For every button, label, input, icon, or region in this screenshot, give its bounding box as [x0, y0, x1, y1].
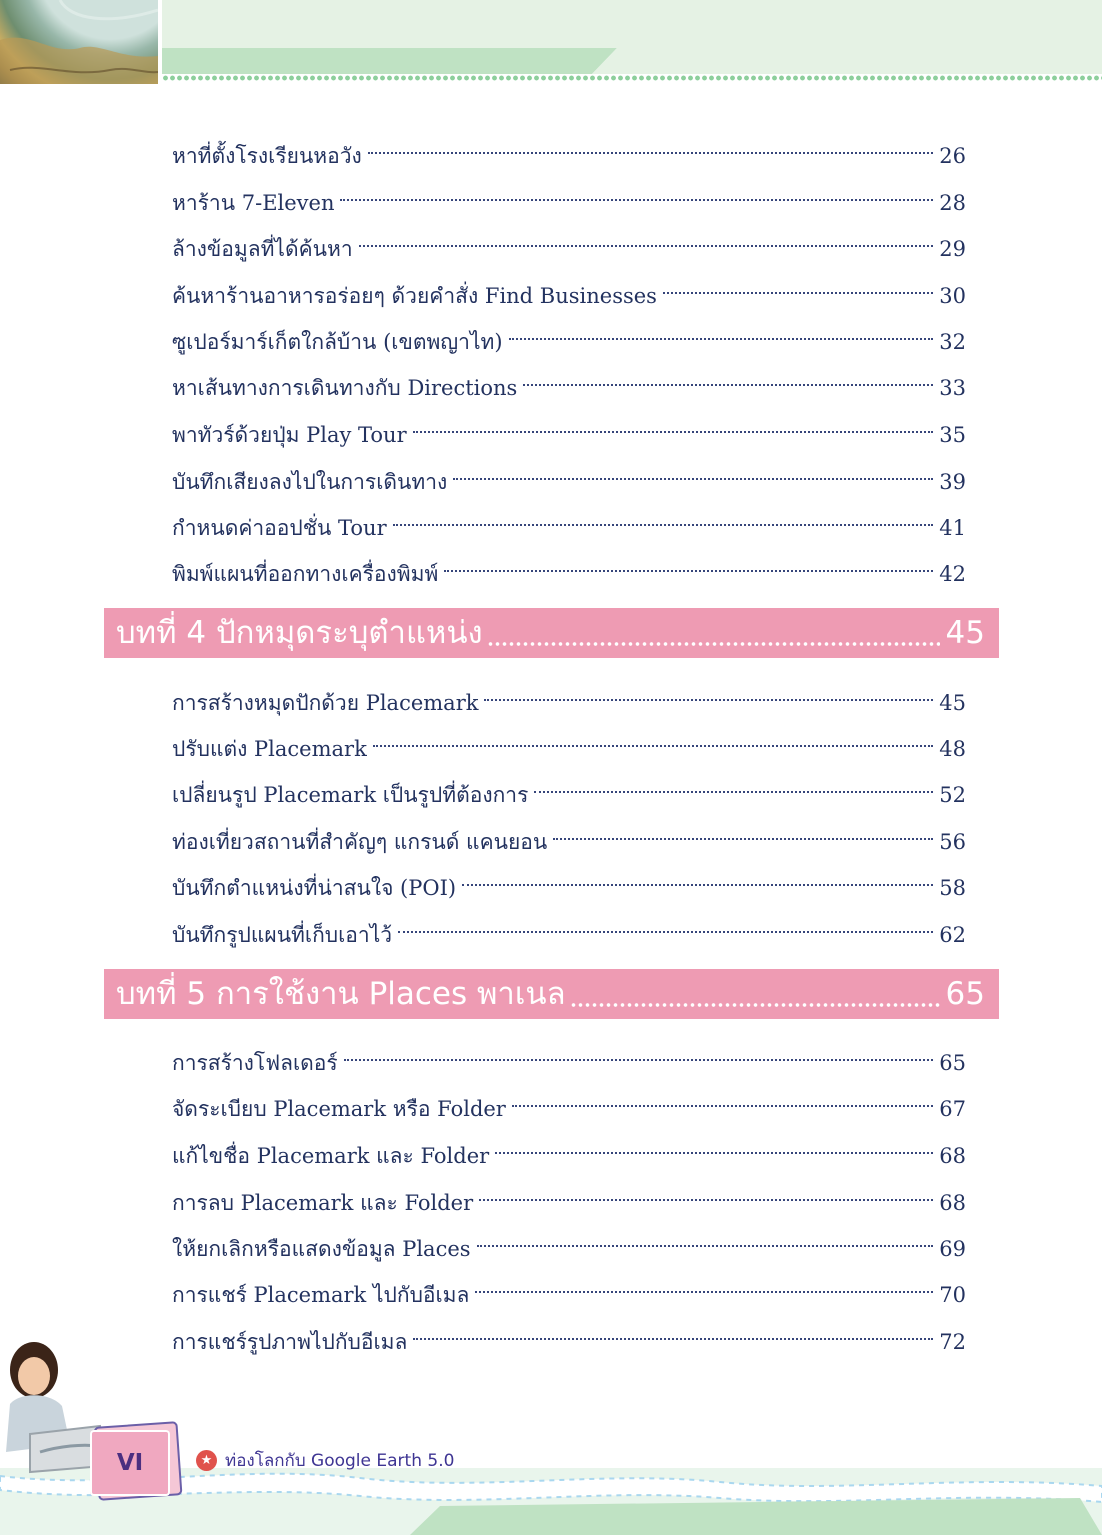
toc-entry-title: พิมพ์แผนที่ออกทางเครื่องพิมพ์	[172, 562, 439, 586]
toc-entry-page: 35	[939, 423, 966, 447]
toc-entry[interactable]	[172, 766, 966, 807]
running-footer	[196, 1448, 454, 1472]
toc-entry-title: การสร้างหมุดปักด้วย Placemark	[172, 691, 479, 715]
toc-entry-title: แก้ไขชื่อ Placemark และ Folder	[172, 1144, 490, 1168]
star-icon: ★	[196, 1450, 217, 1471]
book-title: ท่องโลกกับ Google Earth 5.0	[225, 1450, 455, 1471]
toc-entry[interactable]	[172, 1313, 966, 1354]
toc-entry-title: จัดระเบียบ Placemark หรือ Folder	[172, 1097, 506, 1121]
toc-entry[interactable]	[172, 1127, 966, 1168]
page-number-badge	[90, 1424, 178, 1498]
dot-leader	[523, 350, 933, 386]
toc-entry-page: 41	[939, 516, 966, 540]
toc-entry-title: ล้างข้อมูลที่ได้ค้นหา	[172, 237, 353, 261]
dot-leader	[509, 304, 934, 340]
toc-entry-page: 39	[939, 470, 966, 494]
toc-entry-title: พาทัวร์ด้วยปุ่ม Play Tour	[172, 423, 407, 447]
toc-entry-title: ซูเปอร์มาร์เก็ตใกล้บ้าน (เขตพญาไท)	[172, 330, 503, 354]
page-number: VI	[116, 1450, 144, 1476]
toc-entry-page: 70	[939, 1283, 966, 1307]
toc-entry[interactable]	[172, 1080, 966, 1121]
toc-entry-page: 56	[939, 830, 966, 854]
toc-entry-page: 62	[939, 923, 966, 947]
dot-leader	[512, 1071, 933, 1107]
toc-entry-title: การแชร์รูปภาพไปกับอีเมล	[172, 1330, 408, 1354]
toc-entry[interactable]	[172, 1220, 966, 1261]
dot-leader	[340, 165, 933, 201]
toc-entry-title: การแชร์ Placemark ไปกับอีเมล	[172, 1283, 470, 1307]
toc-entry-page: 29	[939, 237, 966, 261]
dot-leader	[413, 397, 934, 433]
chapter-page: 65	[945, 976, 985, 1012]
dot-leader	[534, 757, 933, 793]
toc-entry[interactable]	[172, 127, 966, 168]
header-stripe	[162, 48, 1102, 74]
dot-leader	[570, 1003, 940, 1007]
chapter-page: 45	[945, 615, 985, 651]
dot-leader	[368, 118, 933, 154]
dot-leader	[475, 1257, 933, 1293]
toc-entry-page: 68	[939, 1191, 966, 1215]
toc-entry[interactable]	[172, 453, 966, 494]
header-dotted-line	[162, 74, 1102, 82]
globe-image	[0, 0, 158, 84]
toc-entry[interactable]	[172, 859, 966, 900]
toc-entry[interactable]	[172, 359, 966, 400]
dot-leader	[359, 211, 934, 247]
toc-entry-title: บันทึกเสียงลงไปในการเดินทาง	[172, 470, 448, 494]
dot-leader	[413, 1304, 933, 1340]
toc-entry[interactable]	[172, 906, 966, 947]
toc-entry-page: 26	[939, 144, 966, 168]
toc-entry-title: หาร้าน 7-Eleven	[172, 191, 335, 215]
toc-entry[interactable]	[172, 720, 966, 761]
toc-entry-title: บันทึกตำแหน่งที่น่าสนใจ (POI)	[172, 876, 457, 900]
toc-entry[interactable]	[172, 1174, 966, 1215]
dot-leader	[484, 665, 933, 701]
dot-leader	[453, 444, 933, 480]
toc-entry-title: ท่องเที่ยวสถานที่สำคัญๆ แกรนด์ แคนยอน	[172, 830, 548, 854]
chapter-title: บทที่ 5 การใช้งาน Places พาเนล	[116, 976, 566, 1012]
dot-leader	[553, 804, 933, 840]
toc-entry-page: 28	[939, 191, 966, 215]
dot-leader	[487, 642, 940, 646]
chapter-5-heading[interactable]	[104, 969, 999, 1019]
toc-entry-page: 42	[939, 562, 966, 586]
toc-entry-title: ให้ยกเลิกหรือแสดงข้อมูล Places	[172, 1237, 471, 1261]
toc-entry-title: กำหนดค่าออปชั่น Tour	[172, 516, 387, 540]
toc-entry-title: เปลี่ยนรูป Placemark เป็นรูปที่ต้องการ	[172, 783, 529, 807]
dot-leader	[495, 1118, 933, 1154]
chapter-title: บทที่ 4 ปักหมุดระบุตำแหน่ง	[116, 615, 483, 651]
toc-entry[interactable]	[172, 1266, 966, 1307]
dot-leader	[462, 850, 933, 886]
dot-leader	[393, 490, 934, 526]
toc-entry-page: 65	[939, 1051, 966, 1075]
dot-leader	[373, 711, 933, 747]
toc-entry[interactable]	[172, 174, 966, 215]
toc-entry[interactable]	[172, 220, 966, 261]
toc-entry[interactable]	[172, 406, 966, 447]
dot-leader	[444, 536, 933, 572]
toc-entry-page: 33	[939, 376, 966, 400]
page-header	[0, 0, 1102, 86]
toc-entry-page: 68	[939, 1144, 966, 1168]
toc-entry-page: 32	[939, 330, 966, 354]
toc-entry-page: 69	[939, 1237, 966, 1261]
dot-leader	[663, 258, 933, 294]
dot-leader	[398, 897, 933, 933]
toc-entry-page: 72	[939, 1330, 966, 1354]
header-band	[162, 0, 1102, 48]
toc-entry-page: 45	[939, 691, 966, 715]
toc-entry-title: ปรับแต่ง Placemark	[172, 737, 367, 761]
toc-entry[interactable]	[172, 267, 966, 308]
toc-entry[interactable]	[172, 545, 966, 586]
toc-entry-title: การสร้างโฟลเดอร์	[172, 1051, 338, 1075]
toc-entry[interactable]	[172, 1034, 966, 1075]
toc-entry[interactable]	[172, 499, 966, 540]
toc-entry[interactable]	[172, 313, 966, 354]
toc-entry-title: หาที่ตั้งโรงเรียนหอวัง	[172, 144, 362, 168]
toc-entry-page: 30	[939, 284, 966, 308]
toc-entry-page: 52	[939, 783, 966, 807]
dot-leader	[477, 1211, 934, 1247]
toc-entry-page: 58	[939, 876, 966, 900]
toc-entry-title: การลบ Placemark และ Folder	[172, 1191, 474, 1215]
toc-entry[interactable]	[172, 674, 966, 715]
chapter-4-heading[interactable]	[104, 608, 999, 658]
toc-entry-title: บันทึกรูปแผนที่เก็บเอาไว้	[172, 923, 393, 947]
toc-entry-title: หาเส้นทางการเดินทางกับ Directions	[172, 376, 518, 400]
toc-entry-title: ค้นหาร้านอาหารอร่อยๆ ด้วยคำสั่ง Find Businesses	[172, 284, 657, 308]
toc-entry[interactable]	[172, 813, 966, 854]
dot-leader	[479, 1165, 933, 1201]
dot-leader	[344, 1025, 934, 1061]
toc-entry-page: 67	[939, 1097, 966, 1121]
toc-entry-page: 48	[939, 737, 966, 761]
